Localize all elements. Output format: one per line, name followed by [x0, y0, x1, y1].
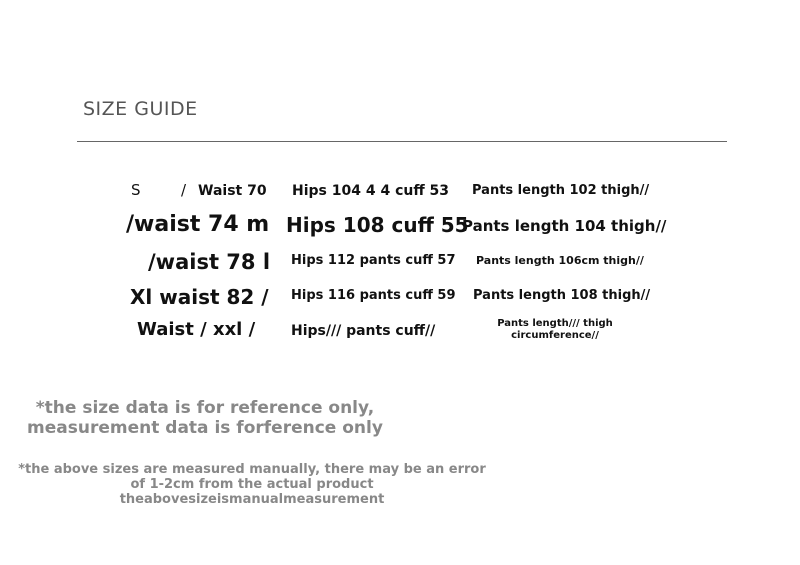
waist-value: Xl waist 82 / [130, 285, 269, 309]
reference-note: *the size data is for reference only, measurement data is forference only [27, 398, 383, 438]
hips-value: Hips 108 cuff 55 [286, 213, 469, 237]
pants-value: Pants length 108 thigh// [473, 288, 651, 303]
hips-value: Hips 112 pants cuff 57 [291, 253, 456, 268]
waist-value: Waist 70 [198, 183, 267, 199]
size-separator: / [181, 181, 187, 199]
waist-value: Waist / xxl / [137, 319, 256, 340]
hips-value: Hips 116 pants cuff 59 [291, 288, 456, 303]
page-title: SIZE GUIDE [83, 98, 198, 120]
size-label: S [131, 181, 141, 199]
pants-value: Pants length 106cm thigh// [476, 254, 644, 267]
waist-value: /waist 78 l [148, 250, 271, 274]
pants-value: Pants length 102 thigh// [472, 183, 650, 198]
pants-value: Pants length 104 thigh// [462, 217, 667, 235]
pants-value: Pants length/// thigh circumference// [497, 318, 613, 341]
hips-value: Hips 104 4 4 cuff 53 [292, 183, 450, 199]
divider [77, 141, 727, 142]
hips-value: Hips/// pants cuff// [291, 323, 436, 339]
waist-value: /waist 74 m [126, 212, 270, 237]
measurement-note: *the above sizes are measured manually, there may be an error of 1-2cm from the actual product theabovesizeismanualmeasurement [18, 462, 486, 507]
